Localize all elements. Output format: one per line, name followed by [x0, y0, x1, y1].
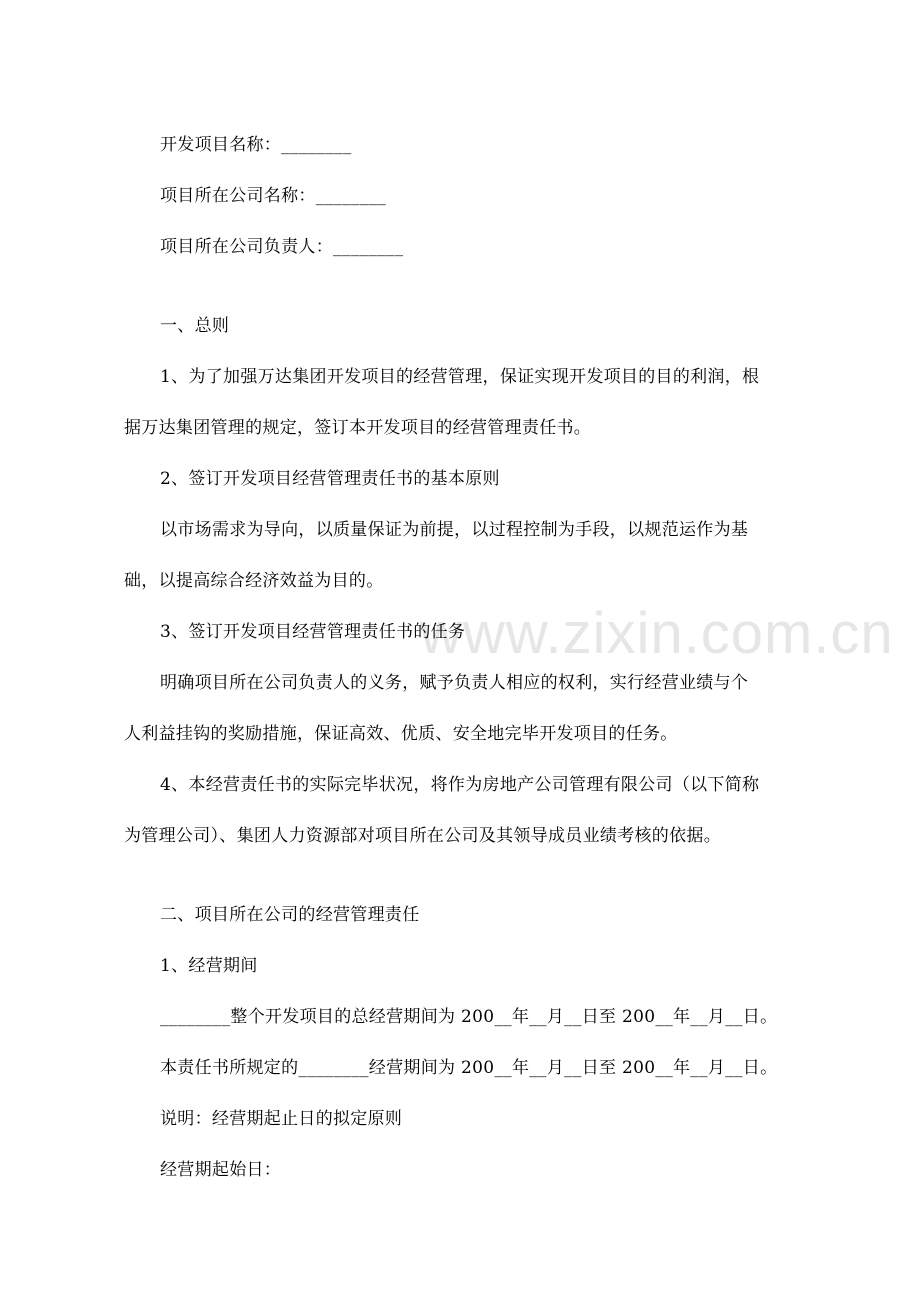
section1-paragraph5-line1: 明确项目所在公司负责人的义务，赋予负责人相应的权利，实行经营业绩与个	[160, 673, 749, 693]
project-name-field: 开发项目名称：________	[160, 135, 352, 155]
document-page	[124, 120, 804, 1196]
section2-paragraph5: 经营期起始日：	[160, 1160, 282, 1180]
company-name-field: 项目所在公司名称：________	[160, 186, 387, 206]
section1-paragraph6-line1: 4、本经营责任书的实际完毕状况，将作为房地产公司管理有限公司（以下简称	[160, 775, 760, 795]
section2-paragraph2: ________整个开发项目的总经营期间为 200__年__月__日至 200__年__月__日。	[160, 1007, 778, 1027]
section1-paragraph3-line1: 以市场需求为导向，以质量保证为前提，以过程控制为手段，以规范运作为基	[160, 520, 749, 540]
section2-paragraph1: 1、经营期间	[160, 956, 258, 976]
section1-paragraph2: 2、签订开发项目经营管理责任书的基本原则	[160, 469, 500, 489]
section2-title: 二、项目所在公司的经营管理责任	[160, 905, 420, 925]
section1-paragraph5-line2: 人利益挂钩的奖励措施，保证高效、优质、安全地完毕开发项目的任务。	[124, 724, 678, 744]
section2-paragraph3: 本责任书所规定的________经营期间为 200__年__月__日至 200__年__月__日。	[160, 1058, 778, 1078]
section-gap	[124, 273, 804, 301]
section1-paragraph6-line2: 为管理公司）、集团人力资源部对项目所在公司及其领导成员业绩考核的依据。	[124, 826, 721, 846]
company-leader-field: 项目所在公司负责人：________	[160, 237, 404, 257]
watermark: www.zixin.com.cn	[420, 601, 894, 666]
section1-paragraph4: 3、签订开发项目经营管理责任书的任务	[160, 622, 466, 642]
section1-paragraph3-line2: 础，以提高综合经济效益为目的。	[124, 571, 384, 591]
section1-title: 一、总则	[160, 316, 230, 336]
section1-paragraph1-line2: 据万达集团管理的规定，签订本开发项目的经营管理责任书。	[124, 418, 592, 438]
section2-paragraph4: 说明：经营期起止日的拟定原则	[160, 1109, 403, 1129]
section1-paragraph1-line1: 1、为了加强万达集团开发项目的经营管理，保证实现开发项目的目的利润，根	[160, 367, 760, 387]
section-gap	[124, 862, 804, 890]
